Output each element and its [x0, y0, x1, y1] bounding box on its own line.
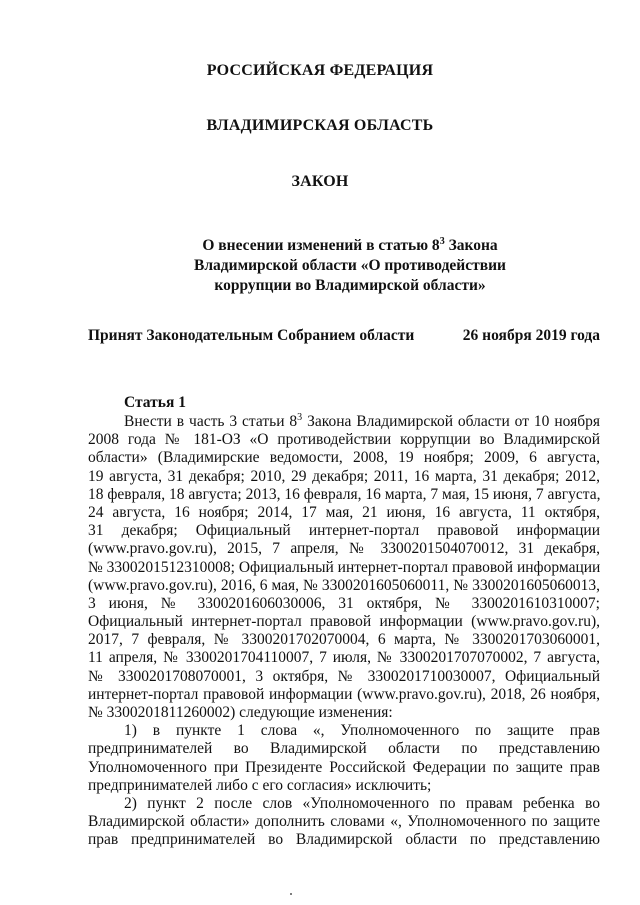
item-2-line: прав предпринимателей во Владимирской области по представлению [88, 831, 600, 849]
item-2-line: 2) пункт 2 после слов «Уполномоченного по правам ребенка во [124, 794, 600, 812]
law-subject-line-2: Владимирской области «О противодействии [194, 257, 506, 274]
body-line: 31 декабря; Официальный интернет-портал правовой информации [88, 522, 600, 540]
body-line: № 3300201512310008; Официальный интернет-портал правовой информации [88, 558, 601, 576]
law-subject [120, 236, 580, 296]
body-line: области» (Владимирские ведомости, 2008, 19 ноября; 2009, 6 августа, [88, 449, 600, 467]
country-heading: РОССИЙСКАЯ ФЕДЕРАЦИЯ [206, 62, 434, 79]
body-line: 19 августа, 31 декабря; 2010, 29 декабря; 2011, 16 марта, 31 декабря; 2012, [88, 467, 600, 485]
body-line: (www.pravo.gov.ru), 2015, 7 апреля, № 3300201504070012, 31 декабря, [88, 540, 600, 558]
item-1-line: Уполномоченного при Президенте Российской Федерации по защите прав [88, 758, 600, 776]
article-1-body [88, 413, 600, 850]
item-1-line: 1) в пункте 1 слова «, Уполномоченного по защите прав [124, 722, 600, 740]
law-subject-line-3: коррупции во Владимирской области» [214, 277, 486, 294]
law-subject-line-1: О внесении изменений в статью $8^3$ Закона [202, 235, 498, 254]
body-line: 2008 года № 181-ОЗ «О противодействии коррупции во Владимирской [88, 431, 600, 449]
item-2-line: Владимирской области» дополнить словами «, Уполномоченного по защите [88, 813, 600, 831]
body-line: (www.pravo.gov.ru), 2016, 6 мая, № 3300201605060011, № 3300201605060013, [88, 576, 600, 594]
adoption-date: 26 ноября 2019 года [462, 327, 600, 344]
body-line: № 3300201811260002) следующие изменения: [88, 704, 393, 721]
body-line: № 3300201708070001, 3 октября, № 3300201710030007, Официальный [88, 667, 600, 685]
adopted-by: Принят Законодательным Собранием области [88, 327, 415, 344]
body-line: 2017, 7 февраля, № 3300201702070004, 6 марта, № 3300201703060001, [88, 631, 600, 649]
doc-type-heading: ЗАКОН [291, 173, 349, 190]
article-1-title: Статья 1 [124, 394, 186, 411]
item-1-line: предпринимателей либо с его согласия» исключить; [88, 776, 432, 794]
scan-speck [290, 893, 292, 895]
body-line: Официальный интернет-портал правовой информации (www.pravo.gov.ru), [88, 613, 600, 631]
body-line: интернет-портал правовой информации (www.pravo.gov.ru), 2018, 26 ноября, [88, 685, 600, 703]
item-1-line: предпринимателей во Владимирской области по представлению [88, 740, 600, 758]
body-line: Внести в часть 3 статьи $8^3$ Закона Владимирской области от 10 ноября [124, 411, 600, 430]
body-line: 18 февраля, 18 августа; 2013, 16 февраля, 16 марта, 7 мая, 15 июня, 7 августа, [88, 485, 601, 503]
body-line: 3 июня, № 3300201606030006, 31 октября, № 3300201610310007; [88, 594, 600, 612]
body-line: 11 апреля, № 3300201704110007, 7 июля, № 3300201707070002, 7 августа, [88, 649, 600, 667]
body-line: 24 августа, 16 ноября; 2014, 17 мая, 21 июня, 16 августа, 11 октября, [88, 503, 600, 521]
region-heading: ВЛАДИМИРСКАЯ ОБЛАСТЬ [206, 117, 434, 134]
